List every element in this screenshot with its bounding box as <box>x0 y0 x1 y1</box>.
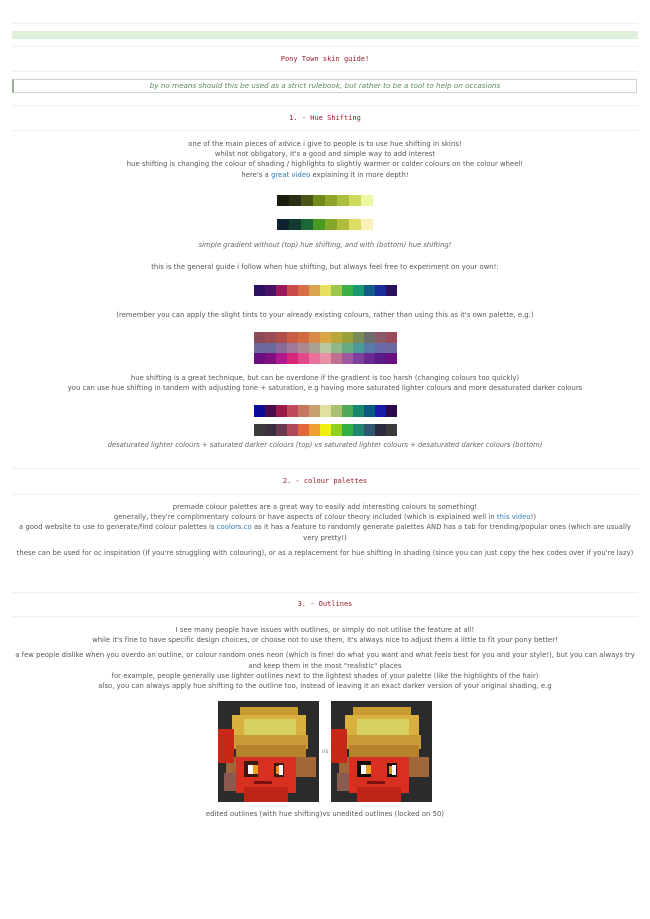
colour-swatch <box>375 405 386 417</box>
colour-swatch <box>298 332 309 343</box>
saturation-strip-bottom <box>12 424 638 436</box>
pixel-block <box>254 781 272 784</box>
pixel-block <box>276 766 279 774</box>
colour-swatch <box>276 353 287 364</box>
pixel-block <box>279 765 283 775</box>
pixel-block <box>357 787 401 802</box>
divider <box>12 71 638 72</box>
pixel-block <box>389 766 392 774</box>
colour-swatch <box>353 353 364 364</box>
colour-swatch <box>342 353 353 364</box>
colour-swatch <box>337 195 349 206</box>
colour-swatch <box>287 343 298 354</box>
colour-swatch <box>361 195 373 206</box>
green-banner-bar <box>12 31 638 39</box>
colour-swatch <box>342 343 353 354</box>
palettes-text <box>12 502 638 558</box>
pixel-block <box>244 787 288 802</box>
gradient-with-hue-shift <box>12 219 638 230</box>
hue-intro <box>12 139 638 180</box>
colour-swatch <box>320 424 331 436</box>
paragraph-line: for example, people generally use lighter outlines next to the lightest shades of your palette (like the highlights of the hair) <box>111 671 539 680</box>
colour-swatch <box>298 353 309 364</box>
paragraph-line: whilst not obligatory, it's a good and simple way to add interest <box>214 150 436 159</box>
colour-swatch <box>342 332 353 343</box>
colour-swatch <box>301 195 313 206</box>
tint-example-grid <box>12 332 638 364</box>
colour-swatch <box>254 343 265 354</box>
colour-swatch <box>331 285 342 296</box>
text: generally, they're complimentary colours or have aspects of colour theory included (which is explained well in <box>113 513 497 522</box>
tint-row <box>12 343 638 354</box>
colour-swatch <box>287 285 298 296</box>
colour-swatch <box>254 285 265 296</box>
overdone-text <box>12 373 638 393</box>
colour-swatch <box>331 405 342 417</box>
paragraph-line: one of the main pieces of advice i give to people is to use hue shifting in skins! <box>188 140 462 148</box>
colour-swatch <box>361 219 373 230</box>
colour-swatch <box>287 353 298 364</box>
colour-swatch <box>265 424 276 436</box>
colour-swatch <box>353 424 364 436</box>
colour-swatch <box>386 424 397 436</box>
colour-swatch <box>265 285 276 296</box>
colour-swatch <box>353 405 364 417</box>
colour-swatch <box>313 195 325 206</box>
colour-swatch <box>364 343 375 354</box>
colour-swatch <box>386 405 397 417</box>
pixel-block <box>367 781 385 784</box>
colour-swatch <box>265 332 276 343</box>
colour-swatch <box>287 332 298 343</box>
colour-swatch <box>287 424 298 436</box>
paragraph-line <box>12 522 638 542</box>
colour-swatch <box>298 405 309 417</box>
colour-swatch <box>375 353 386 364</box>
colour-swatch <box>342 285 353 296</box>
colour-swatch <box>276 424 287 436</box>
this-video-link[interactable]: this video <box>496 513 531 522</box>
colour-swatch <box>342 405 353 417</box>
colour-swatch <box>254 424 265 436</box>
section-heading-colour-palettes: 2. - colour palettes <box>282 477 368 485</box>
text: !) <box>530 513 537 522</box>
colour-swatch <box>276 285 287 296</box>
colour-swatch <box>265 405 276 417</box>
colour-swatch <box>309 332 320 343</box>
colour-swatch <box>386 343 397 354</box>
colour-swatch <box>331 353 342 364</box>
paragraph-line: while it's fine to have specific design choices, or choose not to use them, it's always nice to adjust them a little to fit your pony better! <box>92 636 558 645</box>
colour-swatch <box>353 332 364 343</box>
colour-swatch <box>276 332 287 343</box>
colour-swatch <box>320 405 331 417</box>
paragraph-line: you can use hue shifting in tandem with adjusting tone + saturation, e.g having more saturated lighter colours and more desaturated darker colours <box>67 384 583 393</box>
gradient-without-hue-shift <box>12 195 638 206</box>
colour-swatch <box>353 343 364 354</box>
divider <box>12 592 638 593</box>
colour-swatch <box>325 195 337 206</box>
colour-swatch <box>364 332 375 343</box>
colour-swatch <box>364 285 375 296</box>
paragraph-line <box>12 512 638 522</box>
great-video-link[interactable]: great video <box>271 170 311 179</box>
divider <box>12 616 638 617</box>
divider <box>12 130 638 131</box>
colour-swatch <box>349 195 361 206</box>
colour-swatch <box>289 195 301 206</box>
paragraph-line: I see many people have issues with outlines, or simply do not utilise the feature at all! <box>175 626 475 634</box>
colour-swatch <box>265 343 276 354</box>
pony-edited-outlines-image <box>218 701 319 802</box>
colour-swatch <box>353 285 364 296</box>
colour-swatch <box>277 219 289 230</box>
saturation-caption: desaturated lighter colours + saturated darker colours (top) vs saturated lighter colours + desaturated darker colours (bottom) <box>107 441 543 449</box>
paragraph-line: premade colour palettes are a great way to easily add interesting colours to something! <box>172 503 478 511</box>
pixel-block <box>253 765 258 774</box>
disclaimer-note: by no means should this be used as a strict rulebook, but rather to be a tool to help on occasions <box>12 79 637 93</box>
colour-swatch <box>320 285 331 296</box>
divider <box>12 468 638 469</box>
text: here's a <box>241 170 272 179</box>
colour-swatch <box>331 424 342 436</box>
colour-swatch <box>298 343 309 354</box>
colour-swatch <box>301 219 313 230</box>
colour-swatch <box>375 424 386 436</box>
colour-swatch <box>331 332 342 343</box>
colour-swatch <box>309 353 320 364</box>
divider <box>12 23 638 24</box>
colour-swatch <box>320 332 331 343</box>
pixel-block <box>218 729 234 763</box>
pixel-block <box>366 765 371 774</box>
text: as it has a feature to randomly generate palettes AND has a tab for trending/popular ones (which are usually very pretty!) <box>251 523 631 542</box>
colour-swatch <box>364 405 375 417</box>
page-title: Pony Town skin guide! <box>280 55 370 63</box>
saturation-strip-top <box>12 405 638 417</box>
tint-row <box>12 353 638 364</box>
colour-swatch <box>342 424 353 436</box>
colour-swatch <box>254 332 265 343</box>
outline-comparison <box>12 701 638 802</box>
colour-swatch <box>320 353 331 364</box>
colour-swatch <box>313 219 325 230</box>
tint-row <box>12 332 638 343</box>
colour-swatch <box>375 285 386 296</box>
section-heading-hue-shifting: 1. - Hue Shifting <box>289 114 361 122</box>
colour-swatch <box>309 424 320 436</box>
outlines-text <box>12 625 638 691</box>
colour-swatch <box>309 285 320 296</box>
colour-swatch <box>364 353 375 364</box>
colour-swatch <box>364 424 375 436</box>
coolors-link[interactable]: coolors.co <box>216 523 252 532</box>
divider <box>12 105 638 106</box>
paragraph-line: hue shifting is changing the colour of shading / highlights to slightly warmer or colder colours on the colour wheel! <box>126 160 524 169</box>
colour-swatch <box>298 285 309 296</box>
pixel-block <box>331 729 347 763</box>
colour-swatch <box>331 343 342 354</box>
divider <box>12 46 638 47</box>
section-heading-outlines: 3. - Outlines <box>297 600 353 608</box>
paragraph-line: these can be used for oc inspiration (if you're struggling with colouring), or as a replacement for hue shifting in shading (since you can just copy the hex codes over if you're lazy) <box>16 548 634 557</box>
colour-swatch <box>277 195 289 206</box>
colour-swatch <box>265 353 276 364</box>
colour-swatch <box>325 219 337 230</box>
guide-line: this is the general guide i follow when hue shifting, but always feel free to experiment on your own!: <box>151 263 499 271</box>
paragraph-line: also, you can always apply hue shifting to the outline too, instead of leaving it an exact darker version of your original shading, e.g <box>98 682 552 691</box>
colour-swatch <box>298 424 309 436</box>
tint-note: (remember you can apply the slight tints to your already existing colours, rather than using this as it's own palette, e.g:) <box>116 311 534 319</box>
colour-swatch <box>349 219 361 230</box>
colour-swatch <box>375 332 386 343</box>
colour-swatch <box>254 353 265 364</box>
colour-swatch <box>309 343 320 354</box>
colour-swatch <box>386 285 397 296</box>
comparison-caption: edited outlines (with hue shifting)vs unedited outlines (locked on 50) <box>205 810 445 818</box>
colour-swatch <box>337 219 349 230</box>
pony-unedited-outlines-image <box>331 701 432 802</box>
paragraph-line: a few people dislike when you overdo an outline, or colour random ones neon (which is fine! do what you want and what feels best for you and your style!), but you can always try and keep them in the most "realistic" places <box>15 651 635 670</box>
colour-swatch <box>276 343 287 354</box>
colour-swatch <box>386 332 397 343</box>
hue-guide-strip <box>12 285 638 296</box>
colour-swatch <box>276 405 287 417</box>
colour-swatch <box>289 219 301 230</box>
colour-swatch <box>287 405 298 417</box>
pixel-block <box>392 765 396 775</box>
paragraph-line: hue shifting is a great technique, but can be overdone if the gradient is too harsh (changing colours too quickly) <box>130 374 520 382</box>
gradient-caption: simple gradient without (top) hue shifting, and with (bottom) hue shifting! <box>198 241 452 249</box>
colour-swatch <box>386 353 397 364</box>
colour-swatch <box>309 405 320 417</box>
colour-swatch <box>320 343 331 354</box>
paragraph-line <box>12 170 638 180</box>
vs-label: vs <box>321 748 329 755</box>
divider <box>12 494 638 495</box>
text: explaining it in more depth! <box>310 170 409 179</box>
colour-swatch <box>254 405 265 417</box>
colour-swatch <box>375 343 386 354</box>
text: a good website to use to generate/find colour palettes is <box>19 523 217 532</box>
